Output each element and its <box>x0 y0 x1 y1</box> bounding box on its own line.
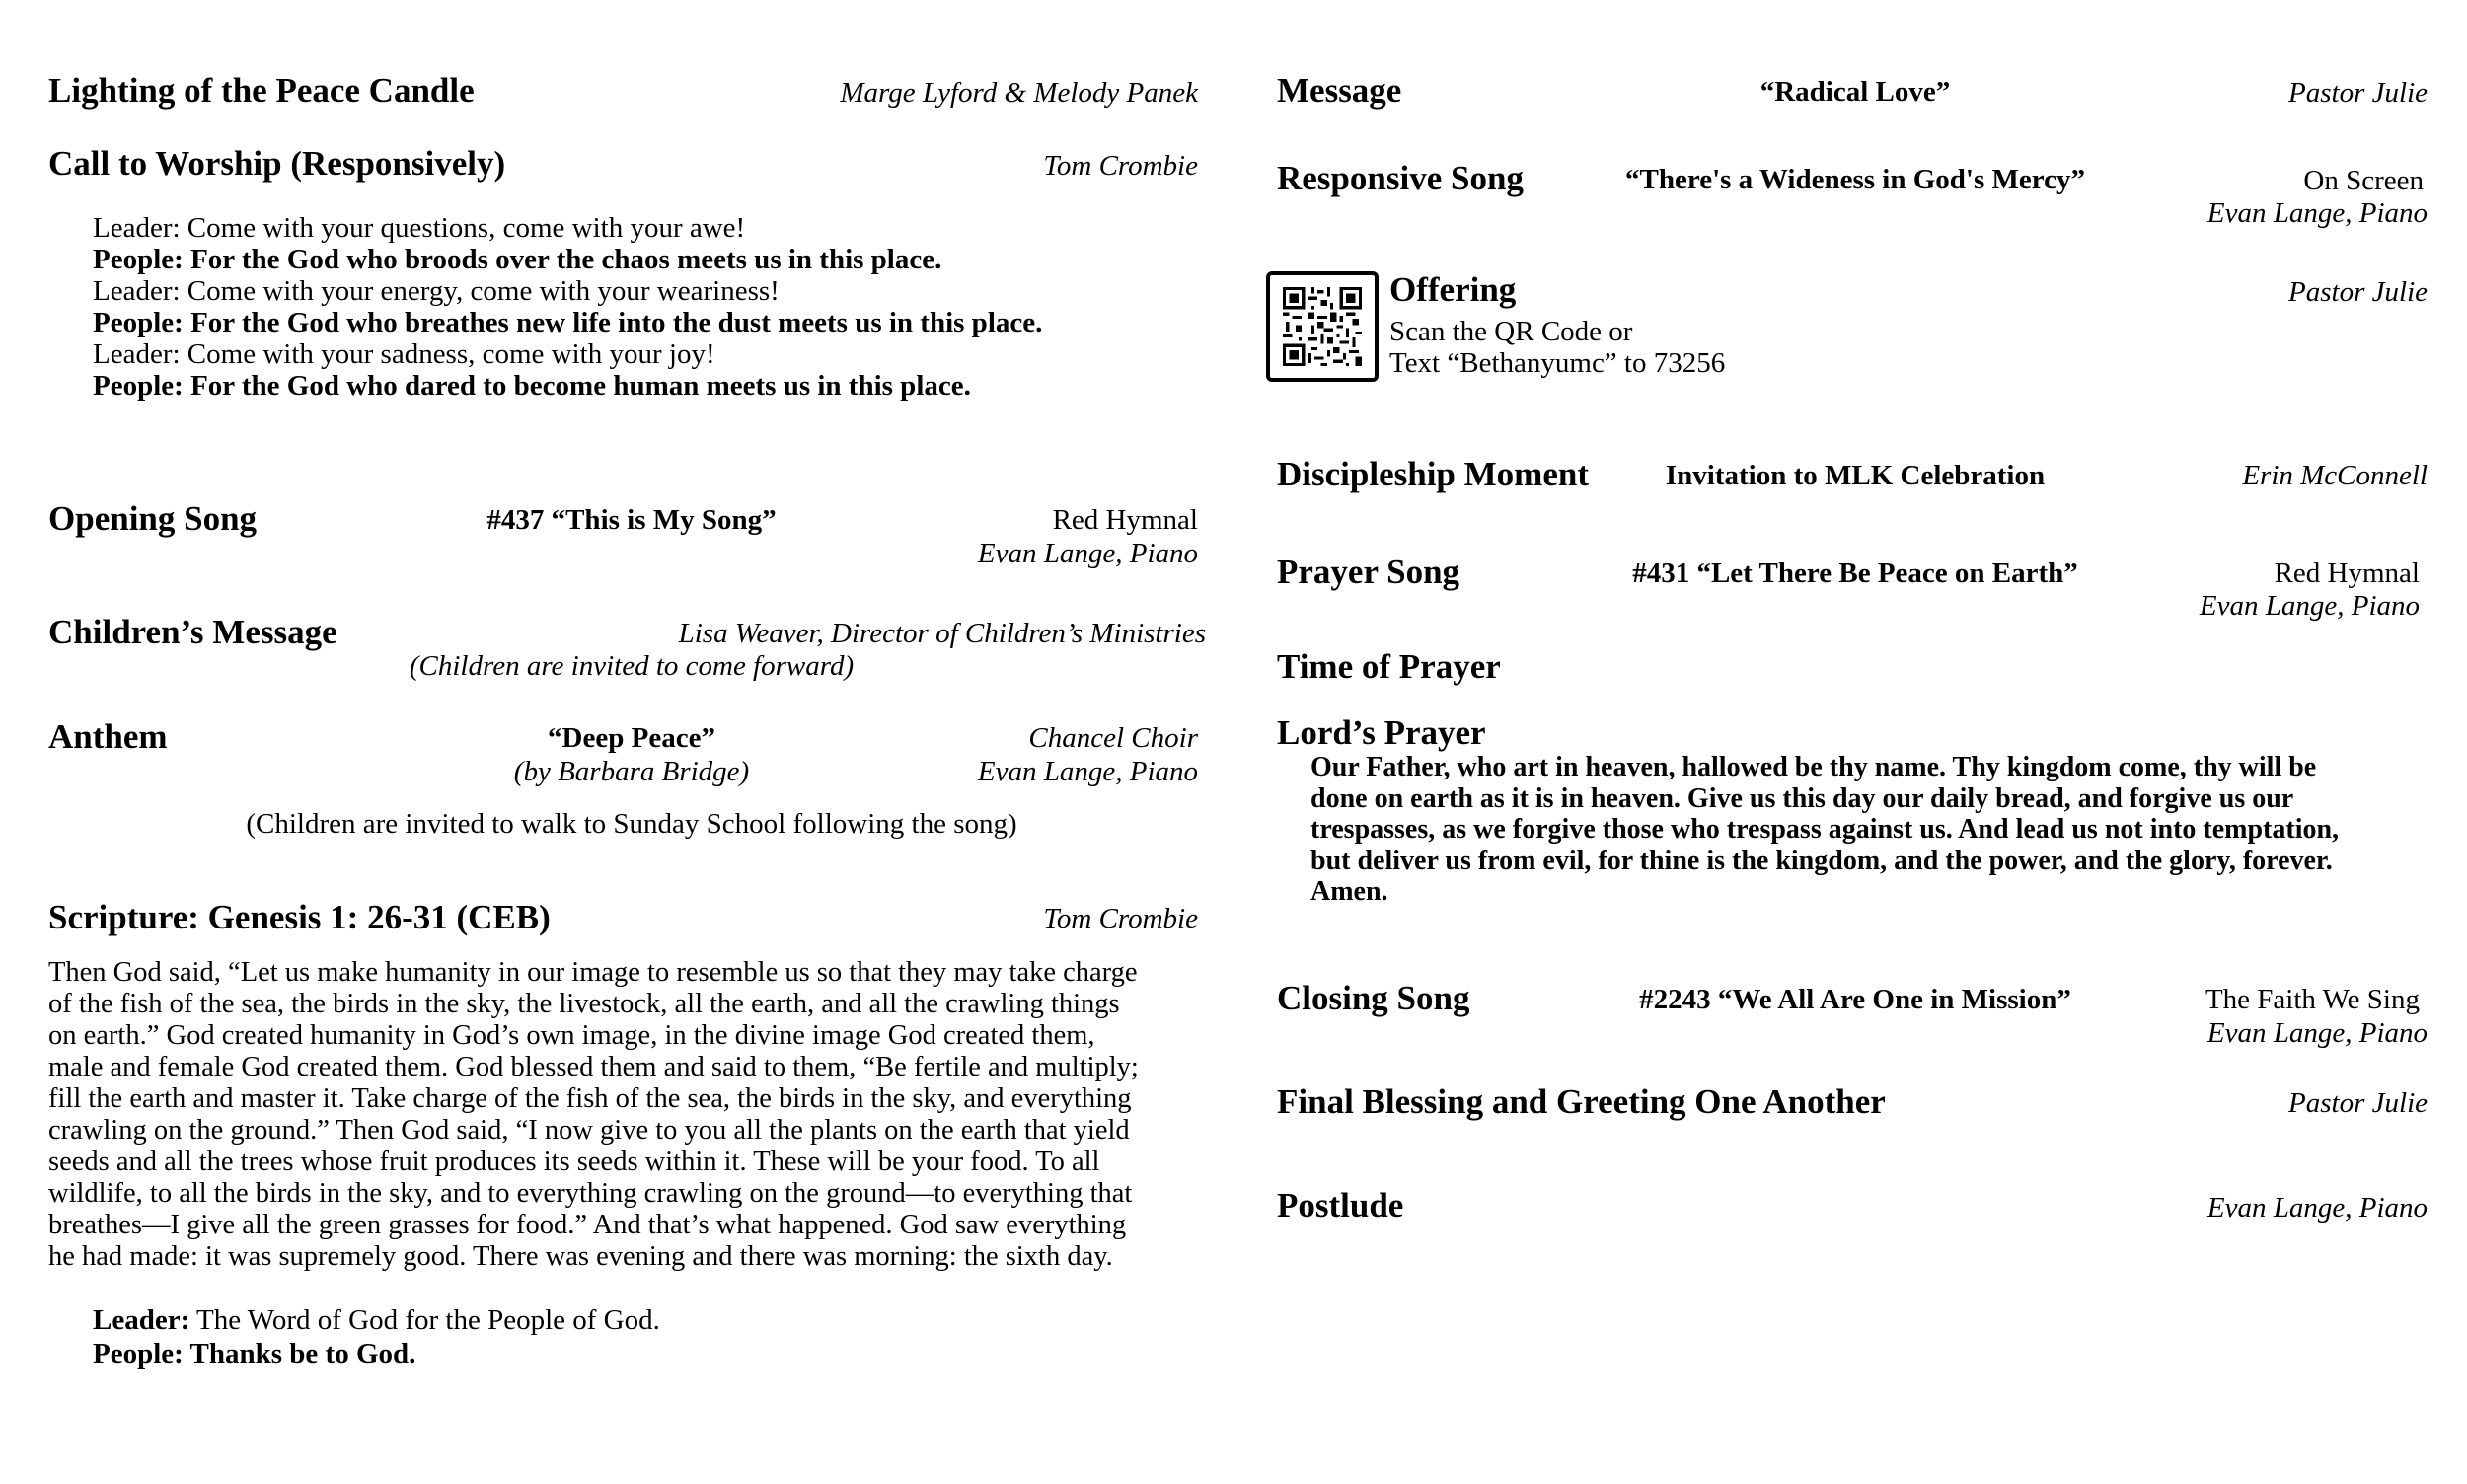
offering-scan-instruction: Scan the QR Code or <box>1389 316 1633 347</box>
closing-song-title: #2243 “We All Are One in Mission” <box>1639 984 2071 1015</box>
litany-text: Come with your sadness, come with your joy! <box>187 338 715 370</box>
prayer-song-accompanist: Evan Lange, Piano <box>2199 590 2420 622</box>
responsive-song-heading: Responsive Song <box>1277 159 1524 197</box>
opening-song-title: #437 “This is My Song” <box>486 504 777 536</box>
scripture-heading: Scripture: Genesis 1: 26-31 (CEB) <box>48 898 551 936</box>
litany-prefix: People: <box>93 244 191 275</box>
anthem-performer: Chancel Choir <box>1028 722 1198 754</box>
postlude-accompanist: Evan Lange, Piano <box>2206 1192 2428 1224</box>
scripture-response-people: People: Thanks be to God. <box>93 1338 416 1370</box>
offering-leader: Pastor Julie <box>2288 276 2428 308</box>
litany-text: For the God who broods over the chaos meets us in this place. <box>190 244 942 275</box>
response-leader-text: The Word of God for the People of God. <box>189 1304 660 1336</box>
scripture-line: seeds and all the trees whose fruit produces its seeds within it. These will be your food. To all <box>48 1147 1100 1177</box>
call-to-worship-leader: Tom Crombie <box>1043 150 1198 182</box>
scripture-line: breathes—I give all the green grasses for food.” And that’s what happened. God saw everything <box>48 1210 1127 1240</box>
litany-text: Come with your energy, come with your weariness! <box>187 275 780 307</box>
litany-prefix: People: <box>93 370 191 402</box>
message-heading: Message <box>1277 71 1402 110</box>
childrens-message-leader: Lisa Weaver, Director of Children’s Ministries <box>678 618 1206 649</box>
peace-candle-leader: Marge Lyford & Melody Panek <box>840 77 1198 109</box>
scripture-line: crawling on the ground.” Then God said, “I now give to you all the plants on the earth that yield <box>48 1115 1130 1146</box>
litany-prefix: Leader: <box>93 338 187 370</box>
discipleship-heading: Discipleship Moment <box>1277 455 1589 493</box>
scripture-passage <box>48 957 1213 1273</box>
closing-song-heading: Closing Song <box>1277 979 1470 1017</box>
prayer-line: Amen. <box>1310 876 1388 907</box>
prayer-line: done on earth as it is in heaven. Give us this day our daily bread, and forgive us our <box>1310 782 2294 814</box>
litany-prefix: Leader: <box>93 212 187 244</box>
responsive-song-title: “There's a Wideness in God's Mercy” <box>1625 164 2085 195</box>
final-blessing-leader: Pastor Julie <box>2288 1087 2428 1119</box>
childrens-message-note: (Children are invited to come forward) <box>409 650 855 682</box>
sermon-title: “Radical Love” <box>1759 76 1951 108</box>
scripture-line: Then God said, “Let us make humanity in our image to resemble us so that they may take charge <box>48 957 1138 988</box>
final-blessing-heading: Final Blessing and Greeting One Another <box>1277 1082 1886 1121</box>
litany-text: For the God who breathes new life into the dust meets us in this place. <box>190 307 1043 338</box>
opening-song-source: Red Hymnal <box>1052 504 1198 536</box>
call-to-worship-heading: Call to Worship (Responsively) <box>48 144 506 183</box>
scripture-reader: Tom Crombie <box>1043 903 1198 934</box>
offering-qr-code[interactable] <box>1266 271 1379 382</box>
scripture-line: wildlife, to all the birds in the sky, and to everything crawling on the ground—to everything that <box>48 1178 1133 1209</box>
scripture-response-leader <box>93 1304 660 1336</box>
offering-heading: Offering <box>1389 270 1517 309</box>
prayer-song-heading: Prayer Song <box>1277 553 1460 591</box>
litany-line <box>93 370 1042 402</box>
lords-prayer-text <box>1310 752 2339 908</box>
closing-song-accompanist: Evan Lange, Piano <box>2206 1017 2428 1049</box>
scripture-line: of the fish of the sea, the birds in the sky, the livestock, all the earth, and all the crawling things <box>48 989 1120 1019</box>
scripture-line: he had made: it was supremely good. There was evening and there was morning: the sixth day. <box>48 1241 1113 1272</box>
prayer-line: Our Father, who art in heaven, hallowed be thy name. Thy kingdom come, thy will be <box>1310 752 2317 782</box>
litany-line <box>93 212 1042 244</box>
call-to-worship-litany <box>93 212 1042 402</box>
postlude-heading: Postlude <box>1277 1186 1404 1224</box>
litany-prefix: People: <box>93 307 191 338</box>
opening-song-accompanist: Evan Lange, Piano <box>977 538 1198 569</box>
prayer-song-source: Red Hymnal <box>2274 557 2420 589</box>
opening-song-heading: Opening Song <box>48 499 258 538</box>
discipleship-topic: Invitation to MLK Celebration <box>1665 460 2046 491</box>
litany-text: For the God who dared to become human meets us in this place. <box>190 370 971 402</box>
anthem-accompanist: Evan Lange, Piano <box>977 756 1198 787</box>
responsive-song-source: On Screen <box>2303 165 2424 196</box>
offering-text-instruction: Text “Bethanyumc” to 73256 <box>1389 347 1726 379</box>
childrens-message-heading: Children’s Message <box>48 613 337 651</box>
anthem-heading: Anthem <box>48 717 168 756</box>
scripture-line: on earth.” God created humanity in God’s own image, in the divine image God created them, <box>48 1020 1095 1051</box>
litany-line <box>93 244 1042 275</box>
litany-line <box>93 307 1042 338</box>
prayer-line: trespasses, as we forgive those who trespass against us. And lead us not into temptation, <box>1310 814 2340 845</box>
anthem-note: (Children are invited to walk to Sunday School following the song) <box>246 808 1017 840</box>
lords-prayer-heading: Lord’s Prayer <box>1277 713 1486 752</box>
anthem-title: “Deep Peace” <box>548 722 715 754</box>
scripture-line: male and female God created them. God blessed them and said to them, “Be fertile and multiply; <box>48 1052 1139 1082</box>
discipleship-leader: Erin McConnell <box>2242 460 2428 491</box>
closing-song-source: The Faith We Sing <box>2205 984 2420 1015</box>
response-leader-prefix: Leader: <box>93 1304 190 1336</box>
message-speaker: Pastor Julie <box>2288 77 2428 109</box>
litany-line <box>93 275 1042 307</box>
prayer-line: but deliver us from evil, for thine is the kingdom, and the power, and the glory, forever. <box>1310 845 2333 876</box>
qr-code-icon <box>1282 287 1363 366</box>
time-of-prayer-heading: Time of Prayer <box>1277 647 1501 686</box>
scripture-line: fill the earth and master it. Take charge of the fish of the sea, the birds in the sky, and everything <box>48 1083 1132 1114</box>
responsive-song-accompanist: Evan Lange, Piano <box>2206 197 2428 229</box>
peace-candle-heading: Lighting of the Peace Candle <box>48 71 475 110</box>
prayer-song-title: #431 “Let There Be Peace on Earth” <box>1632 557 2078 589</box>
litany-text: Come with your questions, come with your awe! <box>187 212 746 244</box>
litany-line <box>93 338 1042 370</box>
litany-prefix: Leader: <box>93 275 187 307</box>
anthem-composer: (by Barbara Bridge) <box>513 756 750 787</box>
